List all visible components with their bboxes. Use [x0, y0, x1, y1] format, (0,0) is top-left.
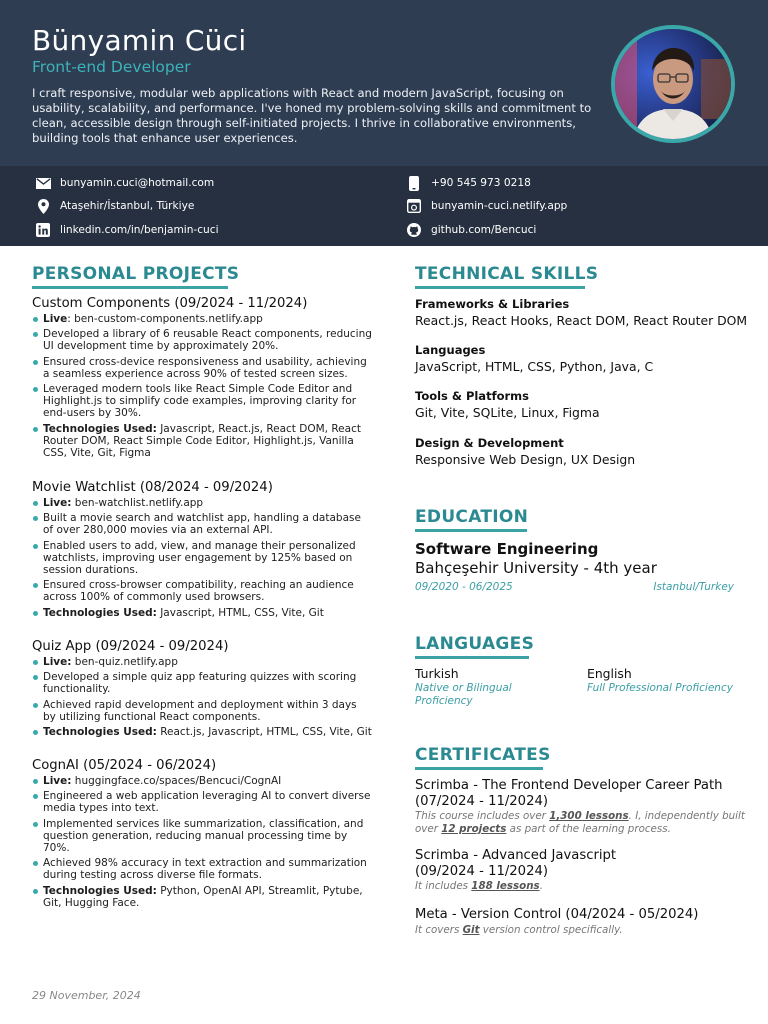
skill-group-title: Tools & Platforms [415, 389, 529, 403]
certificate-description: It includes 188 lessons. [415, 880, 543, 892]
language-name: Turkish [415, 666, 459, 681]
certificate-title: Scrimba - Advanced Javascript (09/2024 - 11/2024) [415, 848, 617, 879]
email-text: bunyamin.cuci@hotmail.com [60, 177, 215, 189]
project-technologies: Technologies Used: Python, OpenAI API, Streamlit, Pytube, Git, Hugging Face. [32, 885, 372, 909]
list-item: Achieved 98% accuracy in text extraction and summarization during testing across diverse file formats. [32, 857, 372, 881]
website-icon [405, 198, 423, 214]
certificate-description: It covers Git version control specifically. [415, 923, 623, 936]
project-technologies: Technologies Used: Javascript, HTML, CSS, Vite, Git [32, 607, 372, 619]
projects-heading: PERSONAL PROJECTS [32, 264, 240, 284]
linkedin-icon [34, 222, 52, 238]
project-bullets [32, 775, 372, 909]
profile-summary: I craft responsive, modular web applications with React and modern JavaScript, focusing on usability, scalability, and performance. I've honed my problem-solving skills and commitment to clean, accessible design through self-initiated projects. I thrive in collaborative environments, building tools that enhance user experiences. [32, 86, 592, 145]
contact-email[interactable] [34, 174, 214, 192]
languages-heading-underline [415, 656, 529, 659]
language-name: English [587, 666, 632, 681]
project-bullets [32, 313, 372, 459]
project-title: Custom Components (09/2024 - 11/2024) [32, 296, 308, 311]
project-bullets [32, 497, 372, 619]
language-english [587, 666, 747, 695]
list-item: Leveraged modern tools like React Simple Code Editor and Highlight.js to simplify code examples, improving clarity for end-users by 30%. [32, 383, 372, 420]
list-item: Achieved rapid development and deployment within 3 days by utilizing functional React components. [32, 699, 372, 723]
contact-location [34, 197, 194, 215]
list-item: Engineered a web application leveraging AI to convert diverse media types into text. [32, 790, 372, 814]
project-movie-watchlist [32, 480, 372, 622]
certificates-heading: CERTIFICATES [415, 745, 551, 765]
envelope-icon [34, 175, 52, 191]
certificate-description: This course includes over 1,300 lessons. I, independently built over 12 projects as part of the learning process. [415, 810, 745, 835]
language-level: Native or Bilingual Proficiency [415, 682, 512, 707]
project-bullets [32, 656, 372, 738]
certificate-title: Scrimba - The Frontend Developer Career Path (07/2024 - 11/2024) [415, 778, 723, 809]
phone-text: +90 545 973 0218 [431, 177, 531, 189]
skill-group-value: Responsive Web Design, UX Design [415, 452, 636, 467]
certificate-version-control [415, 907, 745, 937]
list-item: Ensured cross-device responsiveness and usability, achieving a seamless experience across 90% of tested screen sizes. [32, 356, 372, 380]
language-level: Full Professional Proficiency [587, 682, 733, 694]
skill-group-title: Design & Development [415, 436, 564, 450]
skills-heading: TECHNICAL SKILLS [415, 264, 599, 284]
github-text: github.com/Bencuci [431, 224, 537, 236]
project-custom-components [32, 296, 372, 462]
projects-heading-underline [32, 286, 228, 289]
project-quiz-app [32, 639, 372, 741]
certificate-title: Meta - Version Control (04/2024 - 05/2024) [415, 907, 699, 922]
skills-heading-underline [415, 286, 585, 289]
profile-photo [611, 25, 735, 143]
skill-group-title: Frameworks & Libraries [415, 297, 570, 311]
project-live-link[interactable]: Live: ben-custom-components.netlify.app [32, 313, 372, 325]
project-technologies: Technologies Used: Javascript, React.js, React DOM, React Router DOM, React Simple Code Editor, Highlight.js, Vanilla CSS, Vite, Git, Figma [32, 423, 372, 460]
resume-date: 29 November, 2024 [32, 989, 141, 1002]
certificate-advanced-javascript [415, 848, 745, 893]
project-title: Movie Watchlist (08/2024 - 09/2024) [32, 480, 273, 495]
contact-bar [0, 166, 768, 246]
contact-phone[interactable] [405, 174, 531, 192]
map-pin-icon [34, 198, 52, 214]
candidate-role: Front-end Developer [32, 58, 191, 76]
education-degree: Software Engineering [415, 540, 599, 558]
project-title: CognAI (05/2024 - 06/2024) [32, 758, 217, 773]
education-dates: 09/2020 - 06/2025 [415, 581, 513, 593]
education-location: Istanbul/Turkey [653, 581, 734, 593]
skill-group-value: JavaScript, HTML, CSS, Python, Java, C [415, 359, 654, 374]
project-live-link[interactable]: Live: ben-watchlist.netlify.app [32, 497, 372, 509]
project-live-link[interactable]: Live: huggingface.co/spaces/Bencuci/CognAI [32, 775, 372, 787]
project-live-link[interactable]: Live: ben-quiz.netlify.app [32, 656, 372, 668]
skill-group-value: React.js, React Hooks, React DOM, React Router DOM [415, 313, 748, 328]
github-icon [405, 222, 423, 238]
education-heading-underline [415, 529, 527, 532]
linkedin-text: linkedin.com/in/benjamin-cuci [60, 224, 219, 236]
project-technologies: Technologies Used: React.js, Javascript, HTML, CSS, Vite, Git [32, 726, 372, 738]
list-item: Developed a library of 6 reusable React components, reducing UI development time by approximately 20%. [32, 328, 372, 352]
contact-linkedin[interactable] [34, 221, 219, 239]
phone-icon [405, 175, 423, 191]
contact-website[interactable] [405, 197, 567, 215]
contact-github[interactable] [405, 221, 536, 239]
list-item: Enabled users to add, view, and manage their personalized watchlists, improving user engagement by 125% based on session durations. [32, 540, 372, 577]
list-item: Developed a simple quiz app featuring quizzes with scoring functionality. [32, 671, 372, 695]
candidate-name: Bünyamin Cüci [32, 24, 247, 57]
location-text: Ataşehir/İstanbul, Türkiye [60, 200, 195, 212]
list-item: Implemented services like summarization, classification, and question generation, reducing manual processing time by 70%. [32, 818, 372, 855]
list-item: Built a movie search and watchlist app, handling a database of over 280,000 movies via an external API. [32, 512, 372, 536]
project-cognai [32, 758, 372, 912]
language-turkish [415, 666, 575, 707]
list-item: Ensured cross-browser compatibility, reaching an audience across 100% of commonly used browsers. [32, 579, 372, 603]
resume-header [0, 0, 768, 166]
certificate-frontend-career-path [415, 778, 745, 836]
education-heading: EDUCATION [415, 507, 529, 527]
skill-group-value: Git, Vite, SQLite, Linux, Figma [415, 405, 600, 420]
skill-group-title: Languages [415, 343, 486, 357]
website-text: bunyamin-cuci.netlify.app [431, 200, 568, 212]
certificates-heading-underline [415, 767, 543, 770]
languages-heading: LANGUAGES [415, 634, 535, 654]
project-title: Quiz App (09/2024 - 09/2024) [32, 639, 229, 654]
education-university: Bahçeşehir University - 4th year [415, 559, 657, 577]
